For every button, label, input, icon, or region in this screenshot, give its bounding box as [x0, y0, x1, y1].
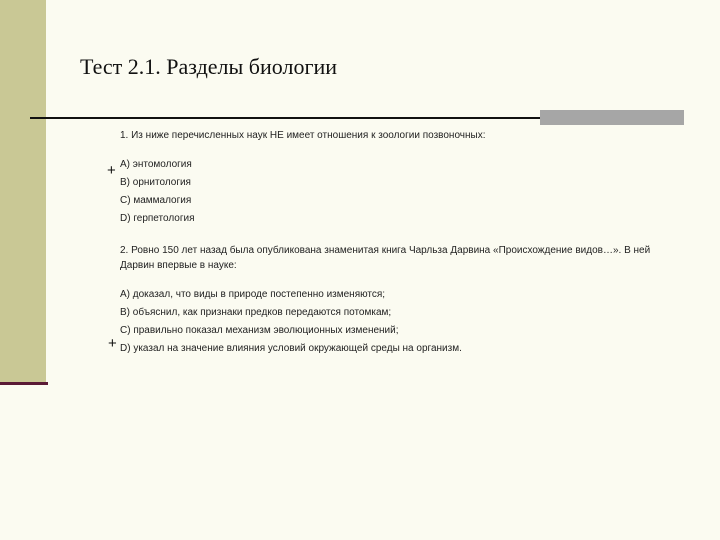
left-decor-band: [0, 0, 46, 382]
question-2-text: 2. Ровно 150 лет назад была опубликована знаменитая книга Чарльза Дарвина «Происхождение видов…». В ней Дарвин впервые в науке:: [120, 245, 651, 271]
question-1-option-c: С) маммалогия: [120, 195, 192, 206]
left-decor-band-edge: [0, 382, 48, 385]
question-1-option-d: D) герпетология: [120, 213, 195, 224]
question-2-option-c: С) правильно показал механизм эволюционных изменений;: [120, 325, 399, 336]
question-2-option-d: D) указал на значение влияния условий окружающей среды на организм.: [120, 343, 462, 354]
answer-marker-q1: +: [107, 162, 116, 179]
question-1-text: 1. Из ниже перечисленных наук НЕ имеет отношения к зоологии позвоночных:: [120, 130, 486, 141]
slide-title: Тест 2.1. Разделы биологии: [80, 54, 338, 79]
question-2-option-a: А) доказал, что виды в природе постепенно изменяются;: [120, 289, 386, 300]
answer-marker-q2: +: [108, 335, 117, 352]
question-2-option-b: В) объяснил, как признаки предков передаются потомкам;: [120, 307, 392, 318]
question-1-option-b: В) орнитология: [120, 177, 191, 188]
decor-grey-block: [540, 110, 684, 125]
question-1-option-a: А) энтомология: [120, 159, 192, 170]
test-content: [120, 127, 680, 358]
